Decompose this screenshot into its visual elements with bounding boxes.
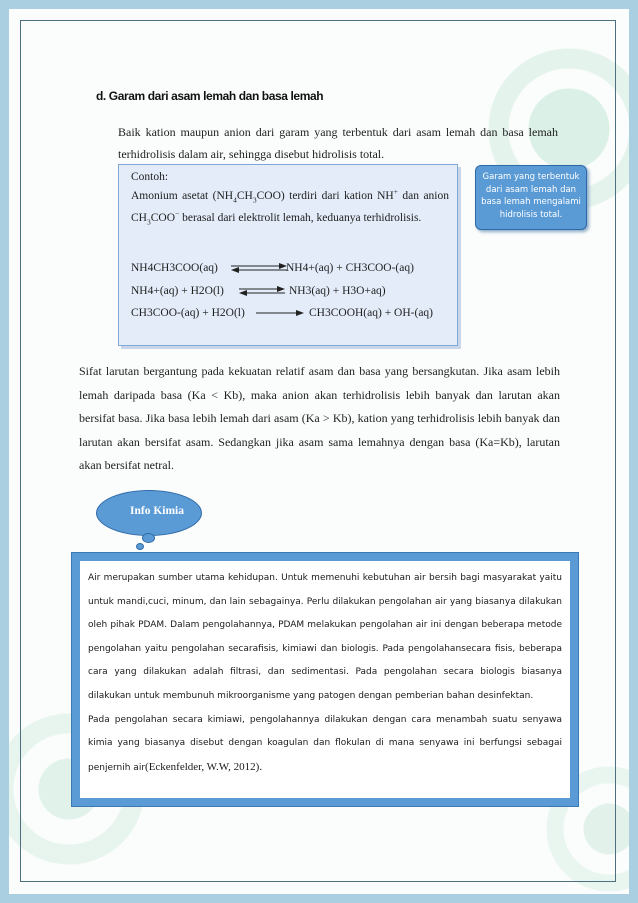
equilibrium-arrow-icon (237, 286, 287, 296)
section-heading: d. Garam dari asam lemah dan basa lemah (96, 89, 324, 103)
info-kimia-label: Info Kimia (130, 505, 184, 517)
info-box (71, 552, 579, 807)
cloud-bubble-icon (142, 533, 155, 543)
reaction3-left: CH3COO-(aq) + H2O(l) (131, 307, 245, 319)
explanation-paragraph: Sifat larutan bergantung pada kekuatan relatif asam dan basa yang bersangkutan. Jika asam lebih lemah daripada basa (Ka < Kb), maka anion akan terhidrolisis lebih banyak dan larutan akan bersifat basa. Jika basa lebih lemah dari asam (Ka > Kb), kation yang terhidrolisis lebih banyak dan larutan akan bersifat asam. Sedangkan jika asam sama lemahnya dengan basa (Ka=Kb), larutan akan bersifat netral. (79, 364, 560, 472)
example-label: Contoh: (131, 171, 169, 183)
info-paragraph-1: Air merupakan sumber utama kehidupan. Untuk memenuhi kebutuhan air bersih bagi masyarakat yaitu untuk mandi,cuci, minum, dan lain sebagainya. Perlu dilakukan pengolahan air yang biasanya dilakukan oleh pihak PDAM. Dalam pengolahannya, PDAM melakukan pengolahan air ini dengan beberapa metode pengolahan yaitu pengolahan secarafisis, kimiawi dan biologis. Pada pengolahansecara fisis, beberapa cara yang dilakukan adalah filtrasi, dan sedimentasi. Pada pengolahan secara biologis biasanya dilakukan untuk membunuh mikroorganisme yang patogen dengan pemberian bahan desinfektan. (88, 573, 562, 701)
example-box (118, 164, 458, 346)
reaction1-right: NH4+(aq) + CH3COO-(aq) (286, 262, 414, 274)
callout-note: Garam yang terbentuk dari asam lemah dan basa lemah mengalami hidrolisis total. (475, 165, 587, 230)
cloud-bubble-icon (136, 543, 144, 550)
equilibrium-arrow-icon (229, 263, 289, 273)
reaction2-left: NH4+(aq) + H2O(l) (131, 285, 224, 297)
example-description: Amonium asetat $(NH_4CH_3COO)$ terdiri dari kation NH+ dan anion $CH_3COO^-$ berasal dari elektrolit lemah, keduanya terhidrolisis. (131, 187, 449, 227)
info-content (80, 561, 570, 798)
reaction2-right: NH3(aq) + H3O+aq) (289, 285, 386, 297)
reaction1-left: NH4CH3COO(aq) (131, 262, 218, 274)
info-citation: (Eckenfelder, W.W, 2012). (145, 760, 263, 773)
reaction3-right: CH3COOH(aq) + OH-(aq) (309, 307, 434, 319)
intro-paragraph: Baik kation maupun anion dari garam yang terbentuk dari asam lemah dan basa lemah terhidrolisis dalam air, sehingga disebut hidrolisis total. (118, 125, 558, 161)
info-paragraph-2: Pada pengolahan secara kimiawi, pengolahannya dilakukan dengan cara menambah suatu senyawa kimia yang biasanya disebut dengan koagulan dan flokulan di mana senyawa ini berfungsi sebagai penjernih air(Eckenfelder, W.W, 2012). (88, 714, 562, 773)
reaction-arrow-icon (254, 308, 306, 318)
